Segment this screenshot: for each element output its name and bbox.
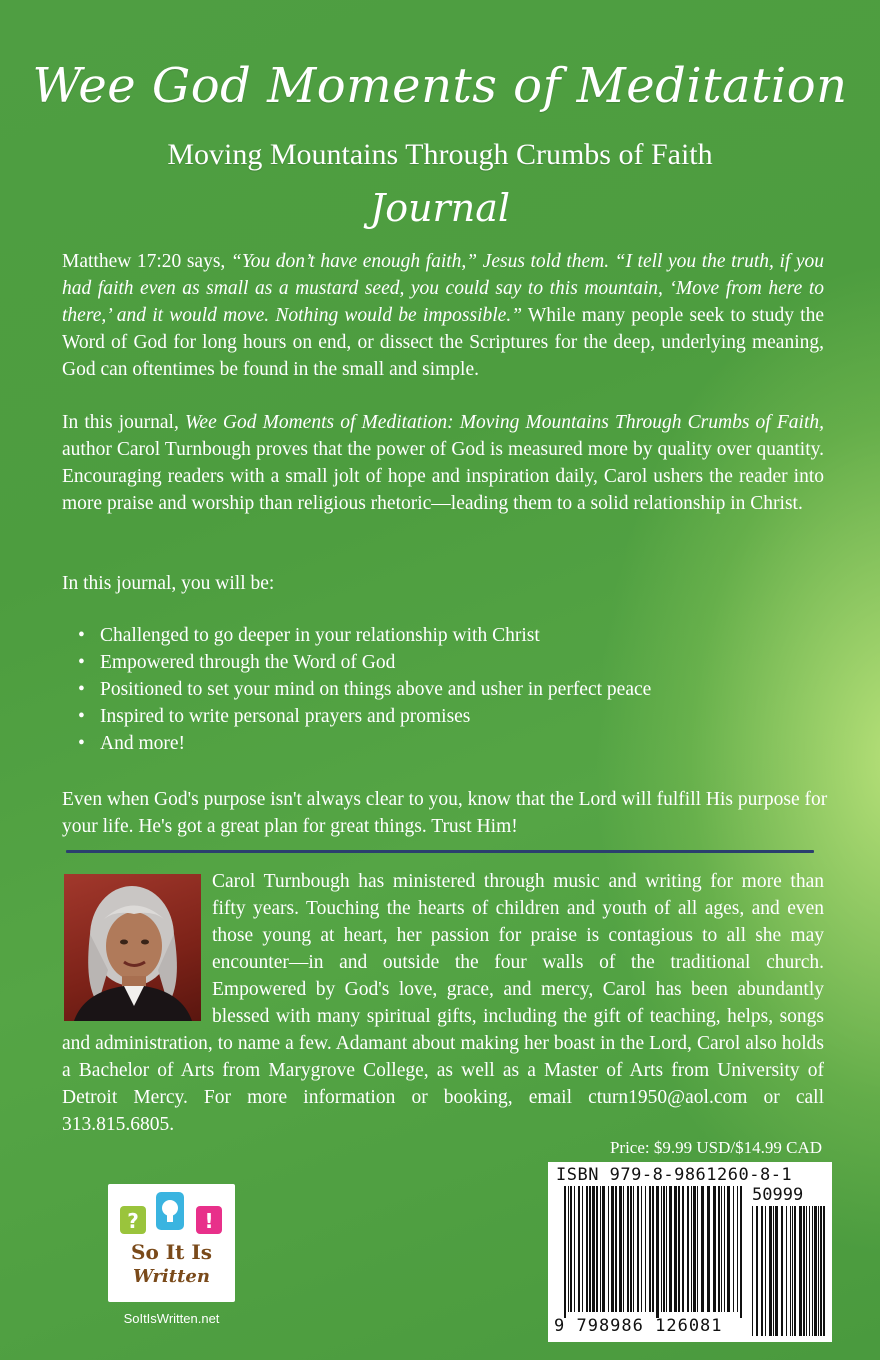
barcode-bar	[574, 1186, 575, 1312]
barcode-bar	[737, 1186, 738, 1312]
barcode-bar	[630, 1186, 632, 1312]
addon-bar	[752, 1206, 753, 1336]
p2-tail: author Carol Turnbough proves that the power of God is measured more by quality over quantity. Encouraging readers with a small jolt of hope and inspiration daily, Carol ushers the reader into more praise and worship than religious rhetoric—leading them to a solid relationship in Christ.	[62, 439, 824, 514]
barcode-bar	[623, 1186, 624, 1312]
list-item: • And more!	[78, 730, 651, 757]
format-label: Journal	[369, 186, 511, 230]
barcode-bar	[682, 1186, 684, 1312]
barcode-bar	[645, 1186, 646, 1312]
list-item: • Challenged to go deeper in your relationship with Christ	[78, 622, 651, 649]
addon-bar	[818, 1206, 819, 1336]
barcode-bar	[713, 1186, 716, 1312]
list-item: • Positioned to set your mind on things above and usher in perfect peace	[78, 676, 651, 703]
barcode-bar	[707, 1186, 710, 1312]
barcode-bar	[740, 1186, 742, 1318]
p2-lead: In this journal,	[62, 412, 185, 433]
barcode-bar	[608, 1186, 609, 1312]
isbn-number: ISBN 979-8-9861260-8-1	[556, 1165, 793, 1185]
intro-tail: While many people seek to study the Word of God for long hours on end, or dissect the Scriptures for the deep, underlying meaning, God can oftentimes be found in the small and simple.	[62, 305, 824, 380]
barcode-bar	[633, 1186, 634, 1312]
barcode-bar	[586, 1186, 588, 1312]
barcode-bar	[649, 1186, 651, 1312]
price-code: 50999	[752, 1185, 804, 1205]
list-item: • Empowered through the Word of God	[78, 649, 651, 676]
barcode-bar	[669, 1186, 672, 1312]
portrait-spacer	[62, 868, 212, 1026]
barcode-bar	[674, 1186, 677, 1312]
price-label: Price: $9.99 USD/$14.99 CAD	[609, 1138, 822, 1157]
barcode-bar	[693, 1186, 696, 1312]
addon-bar	[756, 1206, 758, 1336]
p2-book-title: Wee God Moments of Meditation: Moving Mountains Through Crumbs of Faith,	[184, 412, 824, 433]
addon-bar	[769, 1206, 772, 1336]
barcode-bar	[637, 1186, 639, 1312]
barcode-bar	[661, 1186, 662, 1312]
barcode-digits: 9 798986 126081	[554, 1316, 723, 1336]
addon-bar	[775, 1206, 778, 1336]
barcode-bar	[627, 1186, 629, 1312]
barcode-bar	[570, 1186, 572, 1312]
barcode-bar	[666, 1186, 667, 1312]
addon-bar	[803, 1206, 805, 1336]
barcode-bar	[641, 1186, 642, 1312]
bio-text: Carol Turnbough has ministered through music and writing for more than fifty years. Touching the hearts of children and youth of all ages, and even those young at heart, her passion for praise is contagious to all she may encounter—in and outside the four walls of the traditional church. Empowered by God's love, grace, and mercy, Carol has been abundantly blessed with many spiritual gifts, including the gift of teaching, helps, songs and administration, to name a few. Adamant about making her boast in the Lord, Carol also holds a Bachelor of Arts from Marygrove College, as well as a Master of Arts from University of Detroit Mercy. For more information or booking, email cturn1950@aol.com or call 313.815.6805.	[62, 871, 824, 1135]
book-title: Wee God Moments of Meditation	[32, 58, 848, 114]
barcode-bar	[718, 1186, 720, 1312]
addon-bar	[809, 1206, 810, 1336]
intro-paragraph-3: In this journal, you will be:	[62, 573, 275, 594]
barcode-bar	[602, 1186, 605, 1312]
barcode-bar	[592, 1186, 595, 1312]
isbn-barcode	[548, 1162, 832, 1342]
barcode-bar	[564, 1186, 566, 1318]
addon-bar	[812, 1206, 813, 1336]
barcode-bar	[733, 1186, 734, 1312]
barcode-bar	[697, 1186, 698, 1312]
barcode-bar	[611, 1186, 614, 1312]
barcode-bar	[596, 1186, 598, 1312]
logo-text-line1: So It Is	[131, 1240, 212, 1264]
barcode-bar	[600, 1186, 601, 1312]
svg-text:!: !	[204, 1209, 214, 1233]
barcode-bar	[652, 1186, 654, 1312]
intro-lead: Matthew 17:20 says,	[62, 251, 231, 272]
addon-bar	[790, 1206, 791, 1336]
barcode-bar	[687, 1186, 689, 1312]
addon-bar	[820, 1206, 822, 1336]
addon-bar	[823, 1206, 825, 1336]
barcode-bar	[724, 1186, 725, 1312]
barcode-bar	[619, 1186, 622, 1312]
barcode-bar	[663, 1186, 665, 1312]
addon-bar	[814, 1206, 817, 1336]
svg-text:?: ?	[127, 1209, 139, 1233]
logo-text-line2: Written	[133, 1266, 210, 1287]
addon-bar	[781, 1206, 783, 1336]
addon-bar	[799, 1206, 802, 1336]
barcode-bar	[589, 1186, 591, 1312]
barcode-bar	[691, 1186, 692, 1312]
author-bio	[62, 868, 824, 1138]
addon-bar	[765, 1206, 766, 1336]
closing-paragraph: Even when God's purpose isn't always clear to you, know that the Lord will fulfill His purpose for your life. He's got a great plan for great things. Trust Him!	[62, 789, 828, 837]
barcode-bar	[701, 1186, 704, 1312]
section-divider	[66, 850, 814, 853]
barcode-bar	[727, 1186, 730, 1312]
addon-bar	[761, 1206, 763, 1336]
publisher-logo	[108, 1184, 235, 1302]
benefits-list	[78, 622, 651, 757]
barcode-bar	[582, 1186, 583, 1312]
intro-paragraph-2	[62, 409, 824, 517]
addon-bar	[773, 1206, 774, 1336]
barcode-bar	[578, 1186, 580, 1312]
addon-bar	[792, 1206, 793, 1336]
barcode-bar	[615, 1186, 617, 1312]
addon-bar	[806, 1206, 807, 1336]
barcode-bar	[568, 1186, 569, 1312]
barcode-bar	[678, 1186, 680, 1312]
addon-bar	[794, 1206, 796, 1336]
logo-icons	[108, 1184, 235, 1244]
list-item: • Inspired to write personal prayers and promises	[78, 703, 651, 730]
barcode-bar	[656, 1186, 659, 1318]
scripture-quote: “You don’t have enough faith,” Jesus told them. “I tell you the truth, if you had faith even as small as a mustard seed, you could say to this mountain, ‘Move from here to there,’ and it would move. Nothing would be impossible.”	[62, 251, 824, 326]
book-subtitle: Moving Mountains Through Crumbs of Faith	[167, 138, 713, 171]
intro-paragraph-1	[62, 248, 824, 383]
publisher-url: SoItIsWritten.net	[123, 1311, 220, 1326]
addon-bar	[786, 1206, 787, 1336]
barcode-bar	[721, 1186, 722, 1312]
